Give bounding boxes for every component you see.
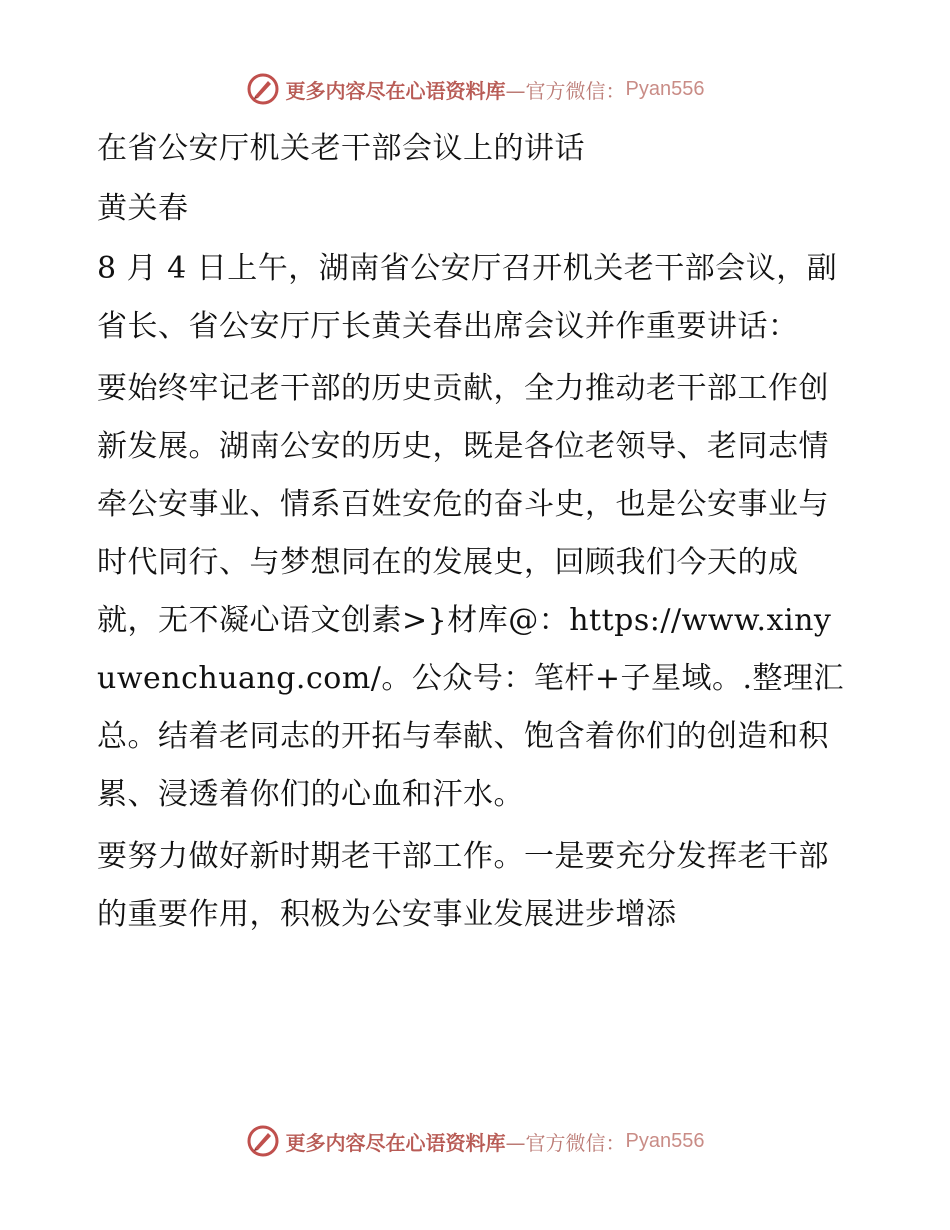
quill-logo-icon [246, 1124, 280, 1158]
document-author: 黄关春 [97, 191, 189, 226]
watermark-wechat-id: Pyan556 [625, 77, 705, 100]
paragraph-3: 要努力做好新时期老干部工作。一是要充分发挥老干部的重要作用，积极为公安事业发展进步增添 [97, 839, 829, 932]
watermark-label: —官方微信： [505, 78, 626, 103]
document-title: 在省公安厅机关老干部会议上的讲话 [97, 131, 585, 166]
watermark-brand: 更多内容尽在心语资料库 [285, 78, 506, 103]
footer-watermark [0, 1124, 950, 1158]
paragraph-2: 要始终牢记老干部的历史贡献，全力推动老干部工作创新发展。湖南公安的历史，既是各位老领导、老同志情牵公安事业、情系百姓安危的奋斗史，也是公安事业与时代同行、与梦想同在的发展史，回顾我们今天的成就，无不凝心语文创素>}材库@：https://www.xinyuwenchuang.com/。公众号：笔杆+子星域。.整理汇总。结着老同志的开拓与奉献、饱含着你们的创造和积累、浸透着你们的心血和汗水。 [97, 371, 845, 812]
document-body [97, 120, 849, 948]
watermark-label: —官方微信： [505, 1130, 626, 1155]
watermark-brand: 更多内容尽在心语资料库 [285, 1130, 506, 1155]
header-watermark [0, 72, 950, 106]
paragraph-1: 8 月 4 日上午，湖南省公安厅召开机关老干部会议，副省长、省公安厅厅长黄关春出席会议并作重要讲话： [97, 251, 838, 344]
watermark-wechat-id: Pyan556 [625, 1129, 705, 1152]
quill-logo-icon [246, 72, 280, 106]
